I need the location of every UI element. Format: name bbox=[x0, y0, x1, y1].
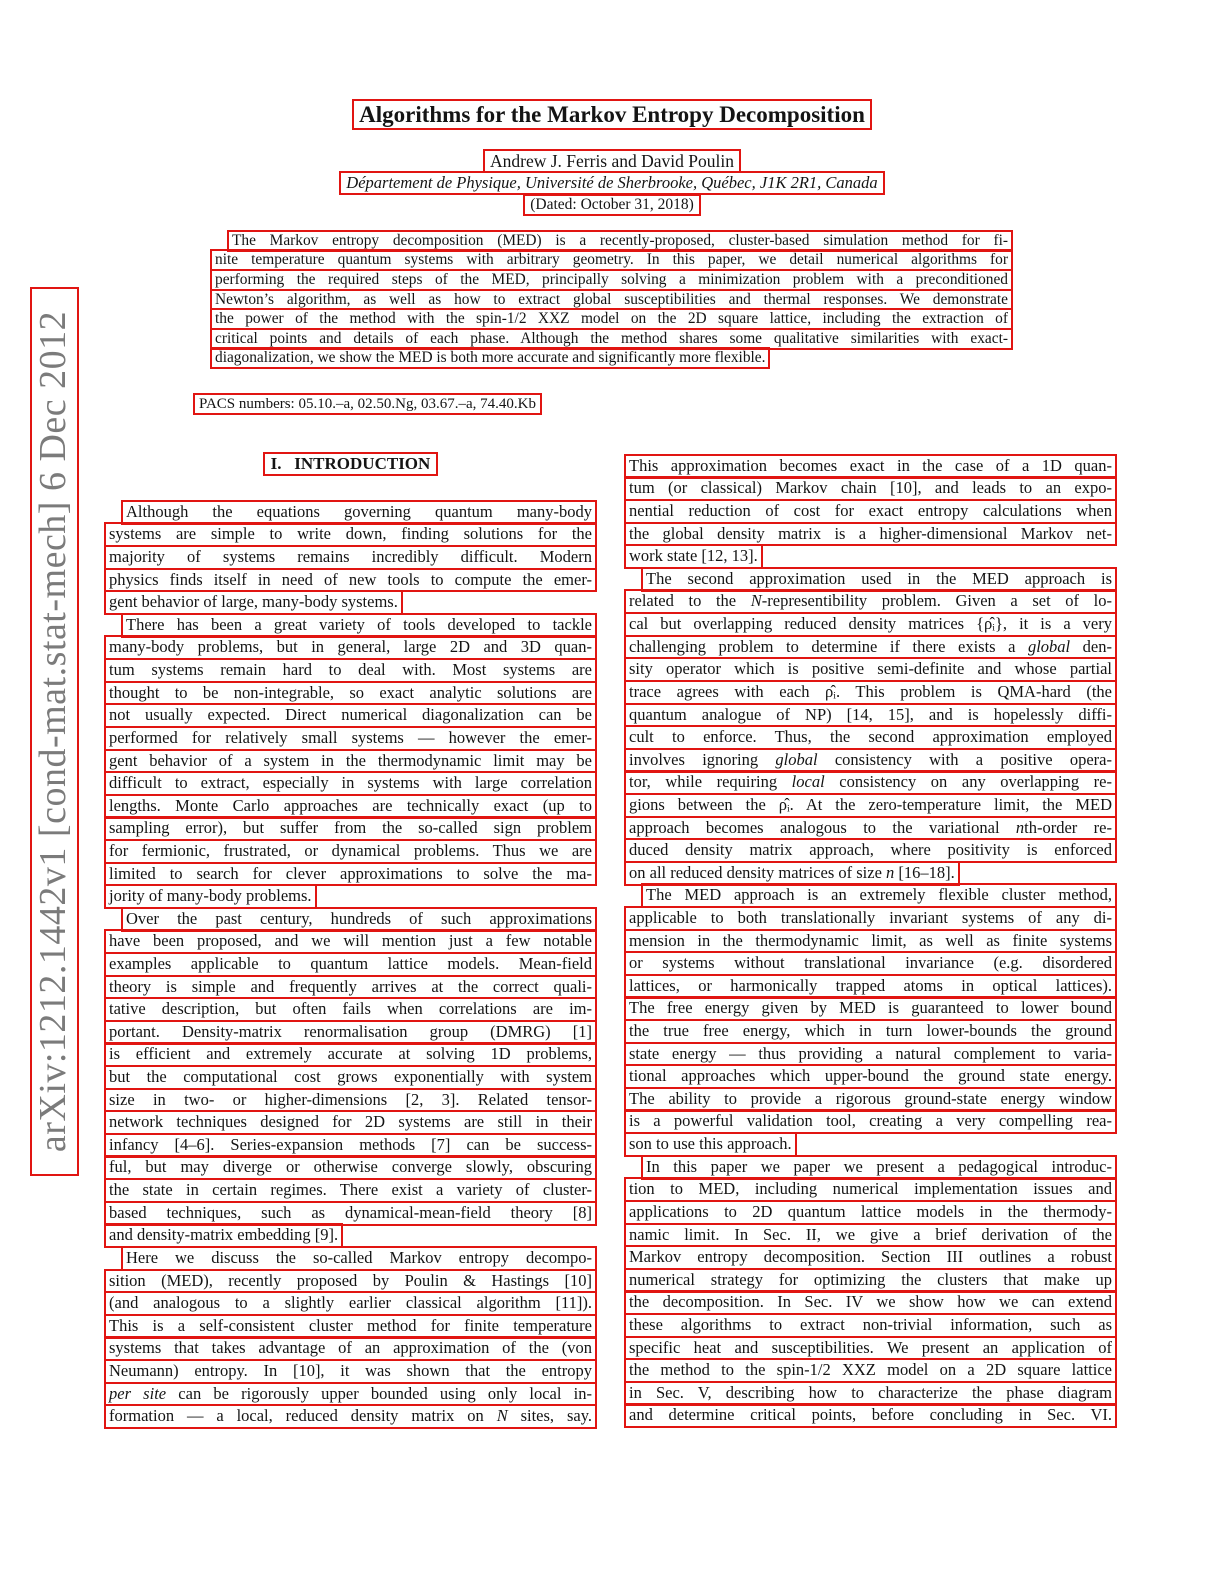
text-line: The second approximation used in the MED approach is bbox=[641, 567, 1117, 592]
text-line: the global density matrix is a higher-dimensional Markov net- bbox=[624, 522, 1117, 547]
text-line: This approximation becomes exact in the case of a 1D quan- bbox=[624, 454, 1117, 479]
text-line: tum (or classical) Markov chain [10], and leads to an expo- bbox=[624, 476, 1117, 501]
text-line: specific heat and susceptibilities. We present an application of bbox=[624, 1336, 1117, 1361]
text-line: physics finds itself in need of new tools to compute the emer- bbox=[104, 568, 597, 593]
text-line: jority of many-body problems. bbox=[104, 884, 317, 909]
text-line: sition (MED), recently proposed by Poulin & Hastings [10] bbox=[104, 1269, 597, 1294]
text-line: tative description, but often fails when correlations are im- bbox=[104, 997, 597, 1022]
section-heading-introduction: I. INTRODUCTION bbox=[263, 452, 439, 476]
abstract-block bbox=[210, 232, 1013, 369]
text-line: Neumann) entropy. In [10], it was shown that the entropy bbox=[104, 1359, 597, 1384]
text-line: cal but overlapping reduced density matrices {ρ̂ᵢ}, it is a very bbox=[624, 612, 1117, 637]
text-line: tion to MED, including numerical implementation issues and bbox=[624, 1177, 1117, 1202]
text-line: The MED approach is an extremely flexible cluster method, bbox=[641, 883, 1117, 908]
text-line: difficult to extract, especially in systems with large correlation bbox=[104, 771, 597, 796]
text-line: sity operator which is positive semi-definite and whose partial bbox=[624, 657, 1117, 682]
text-line: tum systems remain hard to deal with. Most systems are bbox=[104, 658, 597, 683]
arxiv-id-banner: arXiv:1212.1442v1 [cond-mat.stat-mech] 6 Dec 2012 bbox=[30, 287, 79, 1176]
text-line: is efficient and extremely accurate at solving 1D problems, bbox=[104, 1042, 597, 1067]
abstract-line: nite temperature quantum systems with arbitrary geometry. In this paper, we detail numerical algorithms for bbox=[210, 249, 1013, 271]
text-line: state energy — thus providing a natural complement to varia- bbox=[624, 1042, 1117, 1067]
text-line: Markov entropy decomposition. Section III outlines a robust bbox=[624, 1245, 1117, 1270]
text-line: many-body problems, but in general, large 2D and 3D quan- bbox=[104, 635, 597, 660]
text-line: applicable to both translationally invariant systems of any di- bbox=[624, 906, 1117, 931]
header-affiliation-row bbox=[0, 171, 1224, 195]
text-line: gions between the ρ̂ᵢ. At the zero-temperature limit, the MED bbox=[624, 793, 1117, 818]
left-column-body bbox=[104, 500, 597, 1429]
abstract-line: diagonalization, we show the MED is both more accurate and significantly more flexible. bbox=[210, 347, 770, 369]
pacs-line: PACS numbers: 05.10.–a, 02.50.Ng, 03.67.–a, 74.40.Kb bbox=[193, 393, 542, 415]
text-line: performed for relatively small systems — however the emer- bbox=[104, 726, 597, 751]
text-line: majority of systems remains incredibly difficult. Modern bbox=[104, 545, 597, 570]
text-line: mension in the thermodynamic limit, as well as finite systems bbox=[624, 929, 1117, 954]
text-line: numerical strategy for optimizing the clusters that make up bbox=[624, 1268, 1117, 1293]
text-line: namic limit. In Sec. II, we give a brief derivation of the bbox=[624, 1223, 1117, 1248]
text-line: sampling error), but suffer from the so-called sign problem bbox=[104, 816, 597, 841]
text-line: formation — a local, reduced density matrix on N sites, say. bbox=[104, 1404, 597, 1429]
text-line: based techniques, such as dynamical-mean-field theory [8] bbox=[104, 1201, 597, 1226]
text-line: gent behavior of large, many-body systems. bbox=[104, 590, 403, 615]
abstract-line: Newton’s algorithm, as well as how to extract global susceptibilities and thermal responses. We demonstrate bbox=[210, 289, 1013, 311]
text-line: tional approaches which upper-bound the ground state energy. bbox=[624, 1064, 1117, 1089]
abstract-line: critical points and details of each phase. Although the method shares some qualitative similarities with exact- bbox=[210, 328, 1013, 350]
text-line: (and analogous to a slightly earlier classical algorithm [11]). bbox=[104, 1291, 597, 1316]
text-line: quantum analogue of NP) [14, 15], and is hopelessly diffi- bbox=[624, 703, 1117, 728]
text-line: systems that takes advantage of an approximation of the (von bbox=[104, 1336, 597, 1361]
header-authors-row bbox=[0, 149, 1224, 173]
text-line: and determine critical points, before concluding in Sec. VI. bbox=[624, 1403, 1117, 1428]
text-line: not usually expected. Direct numerical diagonalization can be bbox=[104, 703, 597, 728]
text-line: examples applicable to quantum lattice models. Mean-field bbox=[104, 952, 597, 977]
text-line: and density-matrix embedding [9]. bbox=[104, 1223, 343, 1248]
text-line: is a powerful validation tool, creating a very compelling rea- bbox=[624, 1109, 1117, 1134]
text-line: gent behavior of a system in the thermodynamic limit may be bbox=[104, 749, 597, 774]
abstract-line: performing the required steps of the MED, principally solving a minimization problem with a preconditioned bbox=[210, 269, 1013, 291]
text-line: the method to the spin-1/2 XXZ model on a 2D square lattice bbox=[624, 1358, 1117, 1383]
text-line: lattices, or harmonically trapped atoms in optical lattices). bbox=[624, 974, 1117, 999]
text-line: challenging problem to determine if there exists a global den- bbox=[624, 635, 1117, 660]
text-line: infancy [4–6]. Series-expansion methods [7] can be success- bbox=[104, 1133, 597, 1158]
header-date-row bbox=[0, 194, 1224, 216]
text-line: nential reduction of cost for exact entropy calculations when bbox=[624, 499, 1117, 524]
text-line: The ability to provide a rigorous ground-state energy window bbox=[624, 1087, 1117, 1112]
text-line: related to the N-representibility problem. Given a set of lo- bbox=[624, 589, 1117, 614]
left-column bbox=[104, 452, 597, 1429]
text-line: The free energy given by MED is guaranteed to lower bound bbox=[624, 996, 1117, 1021]
text-line: for fermionic, frustrated, or dynamical problems. Thus we are bbox=[104, 839, 597, 864]
text-line: but the computational cost grows exponentially with system bbox=[104, 1065, 597, 1090]
affiliation-line: Département de Physique, Université de Sherbrooke, Québec, J1K 2R1, Canada bbox=[339, 171, 884, 195]
text-line: on all reduced density matrices of size n [16–18]. bbox=[624, 861, 960, 886]
text-line: There has been a great variety of tools developed to tackle bbox=[121, 613, 597, 638]
text-line: in Sec. V, describing how to characterize the phase diagram bbox=[624, 1381, 1117, 1406]
text-line: applications to 2D quantum lattice models in the thermody- bbox=[624, 1200, 1117, 1225]
text-line: limited to search for clever approximations to solve the ma- bbox=[104, 862, 597, 887]
text-line: the true free energy, which in turn lower-bounds the ground bbox=[624, 1019, 1117, 1044]
text-line: son to use this approach. bbox=[624, 1132, 797, 1157]
text-line: have been proposed, and we will mention just a few notable bbox=[104, 929, 597, 954]
text-line: systems are simple to write down, finding solutions for the bbox=[104, 522, 597, 547]
text-line: thought to be non-integrable, so exact analytic solutions are bbox=[104, 681, 597, 706]
text-line: work state [12, 13]. bbox=[624, 544, 763, 569]
text-line: the decomposition. In Sec. IV we show how we can extend bbox=[624, 1290, 1117, 1315]
text-line: these algorithms to extract non-trivial information, such as bbox=[624, 1313, 1117, 1338]
right-column bbox=[624, 456, 1117, 1428]
text-line: This is a self-consistent cluster method for finite temperature bbox=[104, 1314, 597, 1339]
text-line: Here we discuss the so-called Markov entropy decompo- bbox=[121, 1246, 597, 1271]
abstract-line: the power of the method with the spin-1/2 XXZ model on the 2D square lattice, including the extraction of bbox=[210, 308, 1013, 330]
text-line: In this paper we paper we present a pedagogical introduc- bbox=[641, 1155, 1117, 1180]
text-line: network techniques designed for 2D systems are still in their bbox=[104, 1110, 597, 1135]
authors-line: Andrew J. Ferris and David Poulin bbox=[483, 149, 741, 173]
abstract-line: The Markov entropy decomposition (MED) is a recently-proposed, cluster-based simulation method for fi- bbox=[227, 230, 1013, 252]
text-line: ful, but may diverge or otherwise converge slowly, obscuring bbox=[104, 1155, 597, 1180]
intro-heading-row bbox=[104, 452, 597, 476]
date-line: (Dated: October 31, 2018) bbox=[523, 194, 701, 216]
text-line: or systems without translational invariance (e.g. disordered bbox=[624, 951, 1117, 976]
header-title-row bbox=[0, 99, 1224, 130]
text-line: Over the past century, hundreds of such approximations bbox=[121, 907, 597, 932]
text-line: theory is simple and frequently arrives at the correct quali- bbox=[104, 975, 597, 1000]
text-line: size in two- or higher-dimensions [2, 3]. Related tensor- bbox=[104, 1088, 597, 1113]
paper-title: Algorithms for the Markov Entropy Decomposition bbox=[352, 99, 872, 130]
text-line: cult to enforce. Thus, the second approximation employed bbox=[624, 725, 1117, 750]
text-line: duced density matrix approach, where positivity is enforced bbox=[624, 838, 1117, 863]
text-line: approach becomes analogous to the variational nth-order re- bbox=[624, 816, 1117, 841]
text-line: involves ignoring global consistency with a positive opera- bbox=[624, 748, 1117, 773]
text-line: lengths. Monte Carlo approaches are technically exact (up to bbox=[104, 794, 597, 819]
pacs-row bbox=[193, 393, 542, 415]
text-line: trace agrees with each ρ̂ᵢ. This problem is QMA-hard (the bbox=[624, 680, 1117, 705]
text-line: portant. Density-matrix renormalisation group (DMRG) [1] bbox=[104, 1020, 597, 1045]
text-line: per site can be rigorously upper bounded using only local in- bbox=[104, 1382, 597, 1407]
text-line: the state in certain regimes. There exist a variety of cluster- bbox=[104, 1178, 597, 1203]
text-line: Although the equations governing quantum many-body bbox=[121, 500, 597, 525]
text-line: tor, while requiring local consistency on any overlapping re- bbox=[624, 770, 1117, 795]
